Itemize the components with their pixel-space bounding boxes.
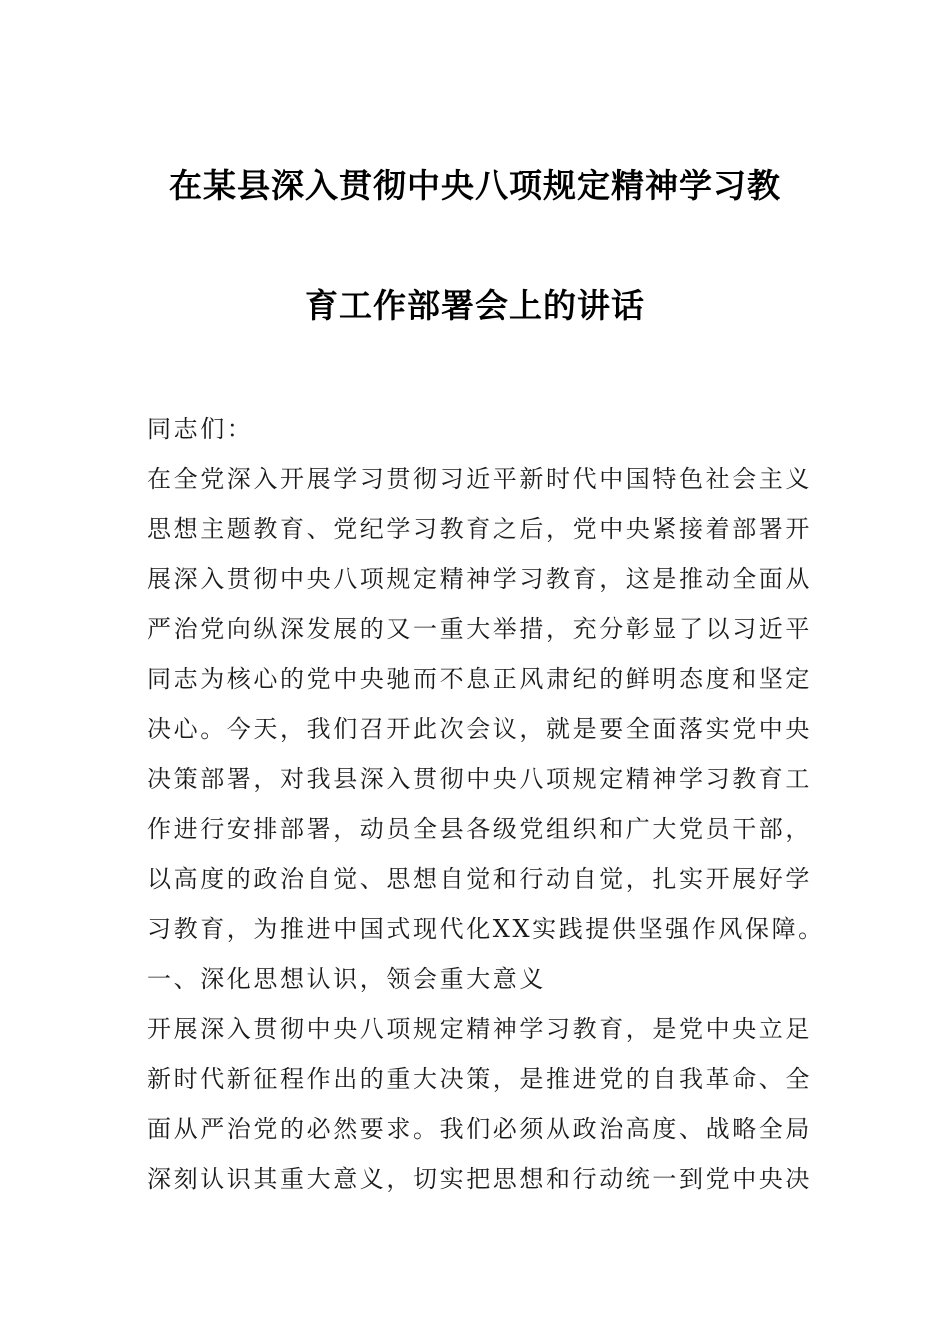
body-line: 面从严治党的必然要求。我们必须从政治高度、战略全局 xyxy=(147,1115,812,1143)
document-title-line-1: 在某县深入贯彻中央八项规定精神学习教 xyxy=(169,166,781,205)
body-line: 作进行安排部署，动员全县各级党组织和广大党员干部， xyxy=(147,815,812,843)
body-line: 严治党向纵深发展的又一重大举措，充分彰显了以习近平 xyxy=(147,615,812,643)
salutation: 同志们： xyxy=(147,415,254,443)
body-line: 以高度的政治自觉、思想自觉和行动自觉，扎实开展好学 xyxy=(147,865,812,893)
body-line: 在全党深入开展学习贯彻习近平新时代中国特色社会主义 xyxy=(147,465,812,493)
body-line: 决心。今天，我们召开此次会议，就是要全面落实党中央 xyxy=(147,715,812,743)
body-line: 习教育，为推进中国式现代化XX实践提供坚强作风保障。 xyxy=(147,915,825,943)
body-line: 深刻认识其重大意义，切实把思想和行动统一到党中央决 xyxy=(147,1165,812,1193)
document-title-line-2: 育工作部署会上的讲话 xyxy=(305,286,645,325)
section-heading: 一、深化思想认识，领会重大意义 xyxy=(147,965,546,993)
body-line: 同志为核心的党中央驰而不息正风肃纪的鲜明态度和坚定 xyxy=(147,665,812,693)
body-line: 开展深入贯彻中央八项规定精神学习教育，是党中央立足 xyxy=(147,1015,812,1043)
body-line: 展深入贯彻中央八项规定精神学习教育，这是推动全面从 xyxy=(147,565,812,593)
body-line: 思想主题教育、党纪学习教育之后，党中央紧接着部署开 xyxy=(147,515,812,543)
body-line: 决策部署，对我县深入贯彻中央八项规定精神学习教育工 xyxy=(147,765,812,793)
body-line: 新时代新征程作出的重大决策，是推进党的自我革命、全 xyxy=(147,1065,812,1093)
